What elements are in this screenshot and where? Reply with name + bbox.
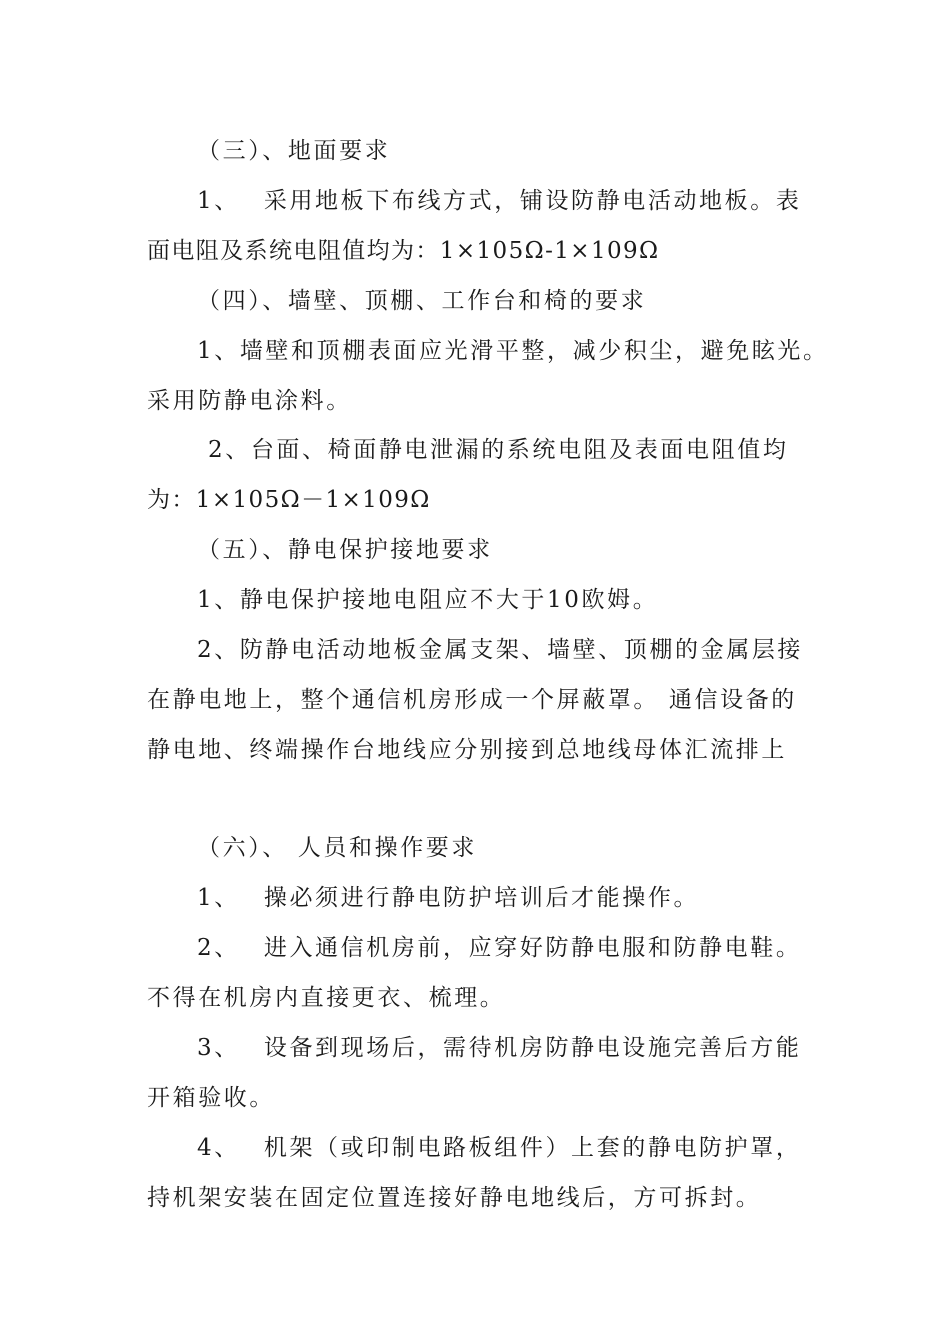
section-heading-walls: （四）、墙壁、顶棚、工作台和椅的要求 bbox=[197, 288, 647, 314]
personnel-item-3-line-1: 3、 设备到现场后，需待机房防静电设施完善后方能 bbox=[197, 1035, 802, 1061]
personnel-item-2-line-1: 2、 进入通信机房前，应穿好防静电服和防静电鞋。 bbox=[197, 935, 802, 961]
section-heading-personnel: （六）、 人员和操作要求 bbox=[197, 835, 478, 861]
personnel-item-3-line-2: 开箱验收。 bbox=[147, 1085, 275, 1111]
grounding-item-1-line-1: 1、静电保护接地电阻应不大于10欧姆。 bbox=[197, 587, 659, 613]
grounding-item-2-line-2: 在静电地上，整个通信机房形成一个屏蔽罩。 通信设备的 bbox=[147, 687, 797, 713]
personnel-item-4-line-2: 持机架安装在固定位置连接好静电地线后，方可拆封。 bbox=[147, 1185, 762, 1211]
walls-item-2-line-2: 为：1×105Ω－1×109Ω bbox=[147, 487, 431, 513]
personnel-item-2-line-2: 不得在机房内直接更衣、梳理。 bbox=[147, 985, 506, 1011]
personnel-item-1-line-1: 1、 操必须进行静电防护培训后才能操作。 bbox=[197, 885, 700, 911]
walls-item-1-line-1: 1、墙壁和顶棚表面应光滑平整，减少积尘，避免眩光。 bbox=[197, 338, 829, 364]
section-heading-ground: （三）、地面要求 bbox=[197, 138, 391, 164]
section-heading-grounding: （五）、静电保护接地要求 bbox=[197, 537, 493, 563]
personnel-item-4-line-1: 4、 机架（或印制电路板组件）上套的静电防护罩， bbox=[197, 1135, 802, 1161]
grounding-item-2-line-1: 2、防静电活动地板金属支架、墙壁、顶棚的金属层接 bbox=[197, 637, 804, 663]
ground-item-1-line-1: 1、 采用地板下布线方式，铺设防静电活动地板。表 bbox=[197, 188, 802, 214]
grounding-item-2-line-3: 静电地、终端操作台地线应分别接到总地线母体汇流排上 bbox=[147, 737, 787, 763]
walls-item-2-line-1: 2、台面、椅面静电泄漏的系统电阻及表面电阻值均 bbox=[208, 437, 789, 463]
walls-item-1-line-2: 采用防静电涂料。 bbox=[147, 388, 352, 414]
ground-item-1-line-2: 面电阻及系统电阻值均为：1×105Ω-1×109Ω bbox=[147, 238, 660, 264]
